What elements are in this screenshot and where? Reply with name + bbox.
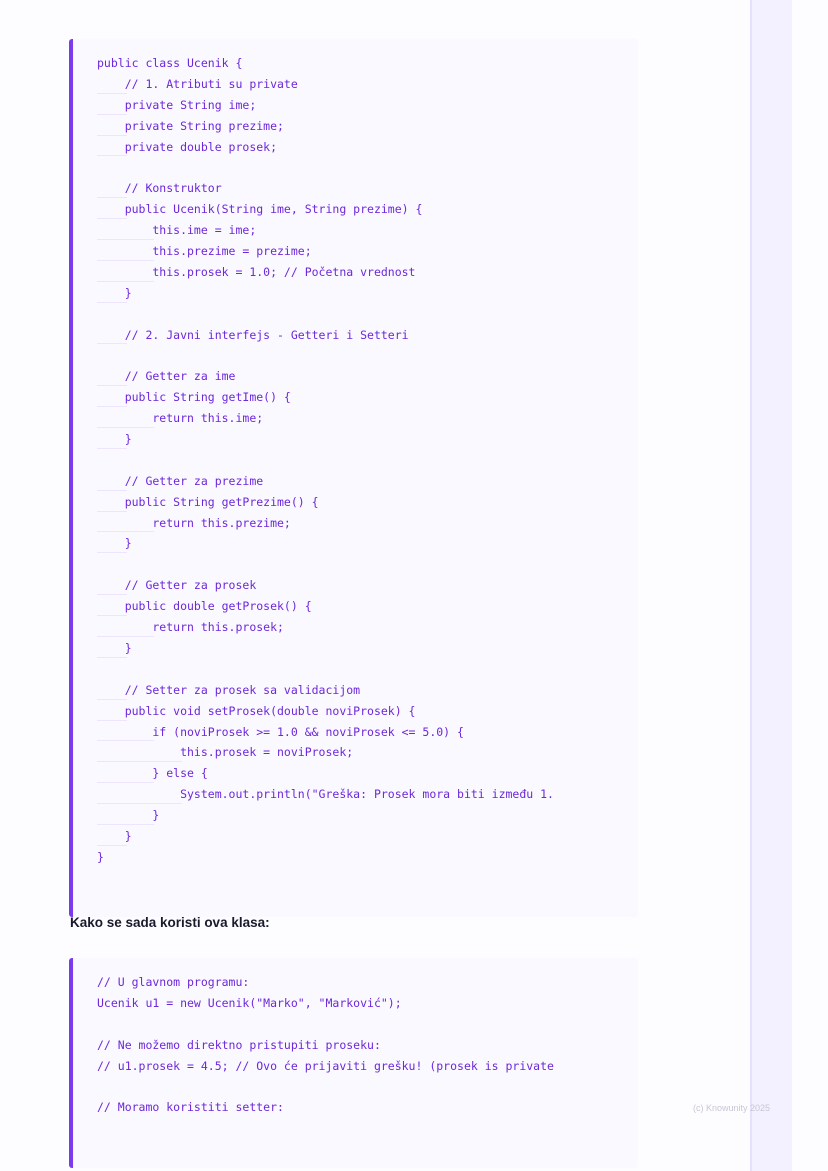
code-line: }: [97, 283, 638, 304]
code-line: }: [97, 533, 638, 554]
code-line: // Getter za prosek: [97, 575, 638, 596]
code-line: System.out.println("Greška: Prosek mora biti između 1.: [97, 784, 638, 805]
code-line: [97, 659, 638, 680]
code-line: // U glavnom programu:: [97, 972, 638, 993]
code-block-2-lines: [73, 972, 638, 1118]
code-line: this.prosek = noviProsek;: [97, 742, 638, 763]
code-line: }: [97, 805, 638, 826]
code-line: [97, 554, 638, 575]
code-line: this.prezime = prezime;: [97, 241, 638, 262]
page-side-band-edge: [750, 0, 752, 1171]
code-line: if (noviProsek >= 1.0 && noviProsek <= 5.0) {: [97, 722, 638, 743]
code-line: public double getProsek() {: [97, 596, 638, 617]
code-line: // Getter za ime: [97, 366, 638, 387]
code-line: return this.prezime;: [97, 513, 638, 534]
code-line: // Ne možemo direktno pristupiti proseku:: [97, 1035, 638, 1056]
code-line: [97, 304, 638, 325]
page-side-band: [752, 0, 792, 1171]
code-line: [97, 157, 638, 178]
code-line: }: [97, 429, 638, 450]
code-line: public class Ucenik {: [97, 53, 638, 74]
code-line: // Setter za prosek sa validacijom: [97, 680, 638, 701]
code-line: [97, 1076, 638, 1097]
code-line: // Getter za prezime: [97, 471, 638, 492]
footer-credit: (c) Knowunity 2025: [693, 1103, 771, 1113]
code-line: }: [97, 638, 638, 659]
code-line: }: [97, 847, 638, 868]
code-line: this.prosek = 1.0; // Početna vrednost: [97, 262, 638, 283]
code-line: private double prosek;: [97, 137, 638, 158]
code-line: return this.ime;: [97, 408, 638, 429]
page-section-heading: Kako se sada koristi ova klasa:: [70, 915, 270, 930]
code-line: public Ucenik(String ime, String prezime) {: [97, 199, 638, 220]
code-block-ucenik-class: [69, 39, 638, 917]
code-block-usage-example: [69, 958, 638, 1168]
code-line: [97, 1014, 638, 1035]
code-line: public String getIme() {: [97, 387, 638, 408]
code-line: Ucenik u1 = new Ucenik("Marko", "Marković");: [97, 993, 638, 1014]
code-line: // 2. Javni interfejs - Getteri i Setteri: [97, 325, 638, 346]
code-block-1-lines: [73, 53, 638, 868]
code-line: private String ime;: [97, 95, 638, 116]
code-line: public String getPrezime() {: [97, 492, 638, 513]
code-line: [97, 345, 638, 366]
code-line: [97, 450, 638, 471]
code-line: return this.prosek;: [97, 617, 638, 638]
code-line: public void setProsek(double noviProsek) {: [97, 701, 638, 722]
code-line: // u1.prosek = 4.5; // Ovo će prijaviti grešku! (prosek is private: [97, 1056, 638, 1077]
code-line: } else {: [97, 763, 638, 784]
code-line: private String prezime;: [97, 116, 638, 137]
code-line: // Konstruktor: [97, 178, 638, 199]
code-line: // 1. Atributi su private: [97, 74, 638, 95]
code-line: // Moramo koristiti setter:: [97, 1097, 638, 1118]
code-line: }: [97, 826, 638, 847]
code-line: this.ime = ime;: [97, 220, 638, 241]
